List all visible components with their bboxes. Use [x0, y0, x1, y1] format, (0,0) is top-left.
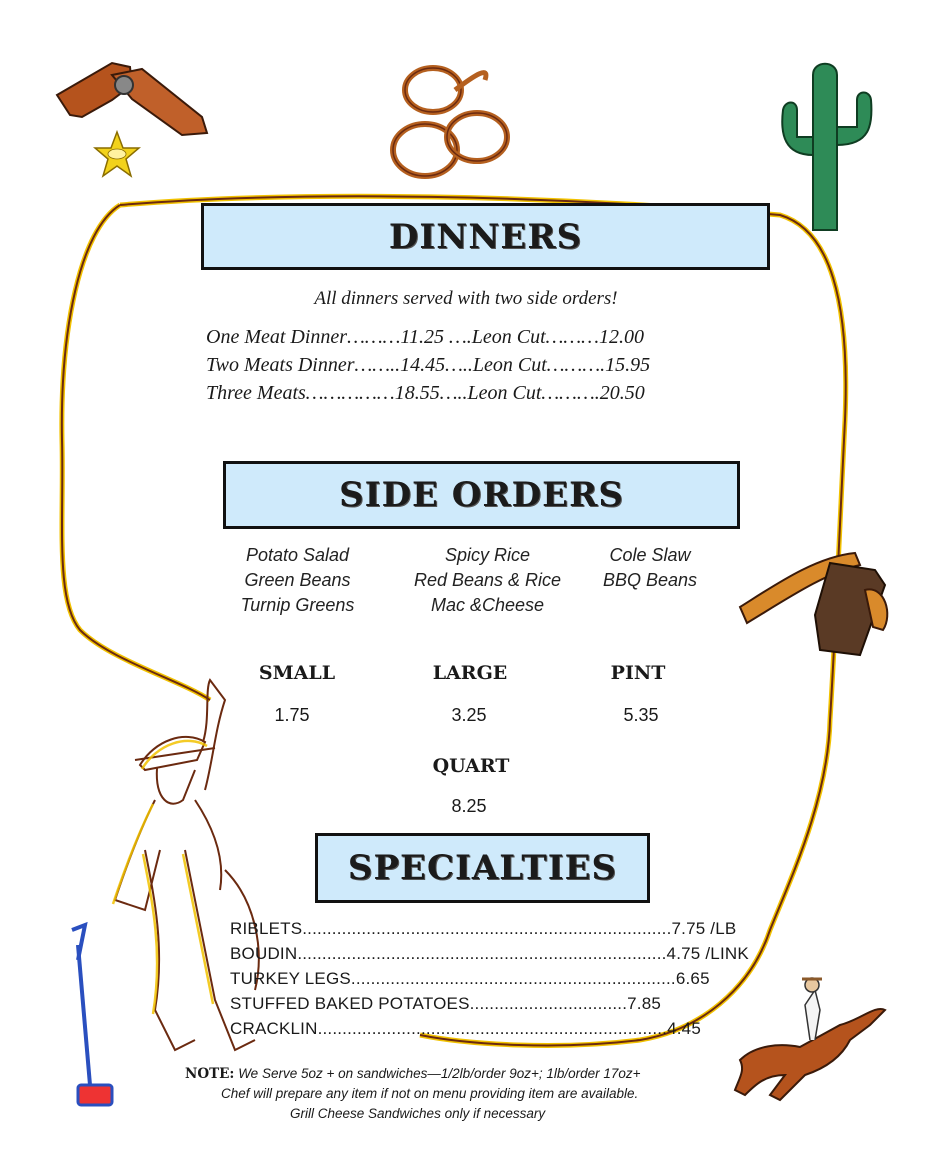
revolver-icon: [52, 55, 212, 140]
dinner-row: One Meat Dinner………11.25 ….Leon Cut………12.00: [206, 326, 644, 348]
note-line-1: [185, 1066, 641, 1082]
specialties-title: SPECIALTIES: [347, 848, 618, 888]
size-price-quart: 8.25: [451, 796, 487, 816]
note-line-3: Grill Cheese Sandwiches only if necessary: [290, 1106, 546, 1121]
dinner-row: Three Meats……………18.55…..Leon Cut……….20.50: [206, 382, 645, 404]
dinners-title: DINNERS: [388, 216, 583, 257]
side-column-1: [215, 543, 380, 618]
size-label-quart: QUART: [432, 755, 510, 777]
side-orders-title: SIDE ORDERS: [339, 475, 624, 515]
side-item: Cole Slaw: [609, 545, 691, 565]
side-item: Mac &Cheese: [430, 595, 545, 615]
branding-iron-icon: [60, 920, 135, 1120]
sheriff-star-icon: [93, 130, 141, 184]
lasso-icon: [385, 55, 515, 185]
note-text: We Serve 5oz + on sandwiches—1/2lb/order 9oz+; 1lb/order 17oz+: [238, 1066, 641, 1081]
size-price-small: 1.75: [274, 705, 310, 725]
side-column-2: [395, 543, 580, 618]
side-orders-banner: [223, 461, 740, 529]
size-label-pint: PINT: [610, 662, 666, 684]
size-price-large: 3.25: [451, 705, 487, 725]
dinner-row: Two Meats Dinner……..14.45…..Leon Cut……….15.95: [206, 354, 651, 376]
dinners-banner: [201, 203, 770, 270]
side-item: Turnip Greens: [240, 595, 355, 615]
side-column-3: [585, 543, 715, 593]
specialty-row: CRACKLIN.......................................................................4.45: [230, 1019, 701, 1038]
size-price-pint: 5.35: [623, 705, 659, 725]
side-item: Green Beans: [244, 570, 351, 590]
specialty-row: BOUDIN...........................................................................4.75 /LINK: [230, 944, 749, 963]
side-item: Potato Salad: [245, 545, 350, 565]
specialty-row: STUFFED BAKED POTATOES................................7.85: [230, 994, 662, 1013]
bronco-rider-icon: [720, 965, 900, 1110]
dinners-subtitle: All dinners served with two side orders!: [314, 288, 618, 309]
gun-belt-icon: [735, 545, 895, 660]
side-item: Spicy Rice: [444, 545, 531, 565]
size-label-large: LARGE: [432, 662, 508, 684]
side-item: Red Beans & Rice: [413, 570, 562, 590]
note-line-2: Chef will prepare any item if not on menu providing item are available.: [221, 1086, 639, 1101]
size-label-small: SMALL: [258, 662, 336, 684]
cactus-icon: [775, 55, 885, 235]
specialty-row: RIBLETS...........................................................................7.75 /LB: [230, 919, 737, 938]
specialty-row: TURKEY LEGS..................................................................6.65: [230, 969, 710, 988]
specialties-banner: [315, 833, 650, 903]
side-item: BBQ Beans: [602, 570, 698, 590]
note-label: NOTE:: [185, 1066, 235, 1082]
